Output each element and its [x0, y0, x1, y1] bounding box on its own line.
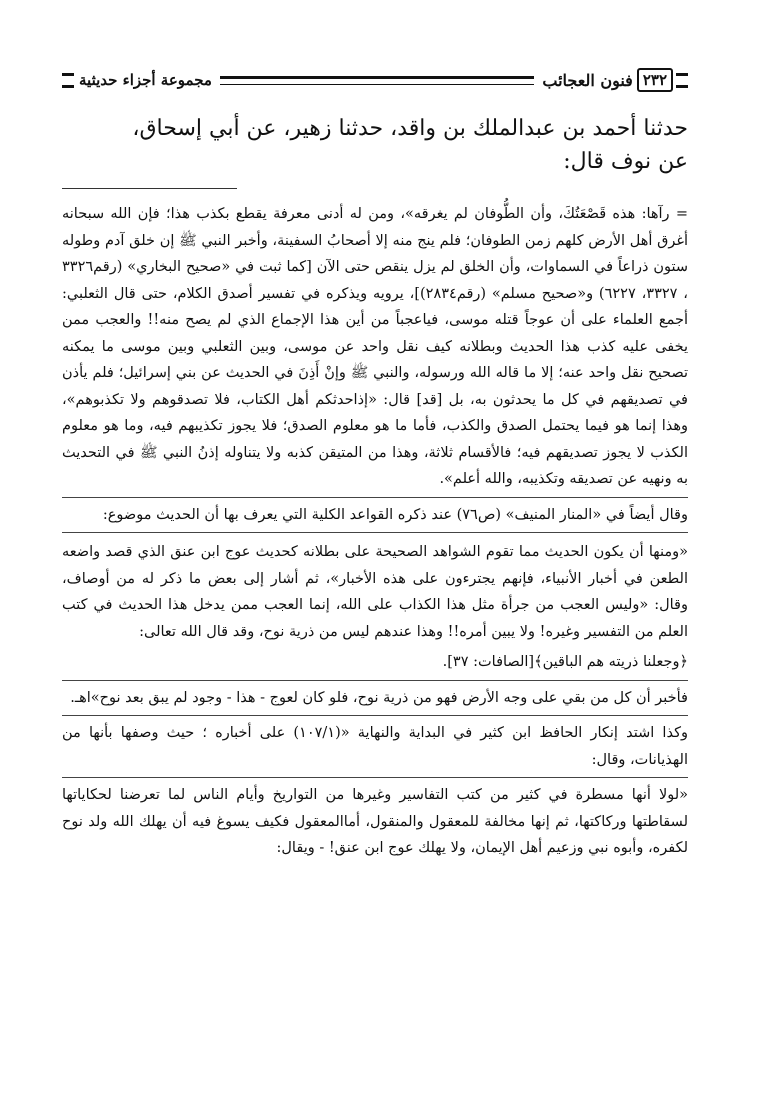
quran-verse: ﴿وجعلنا ذريته هم الباقين﴾[الصافات: ٣٧]. — [442, 654, 688, 670]
paragraph-divider — [62, 680, 688, 681]
footnote-paragraph: وكذا اشتد إنكار الحافظ ابن كثير في البداية والنهاية «(١٠٧/١) على أخباره ؛ حيث وصفها بأنها من الهذيانات، وقال: — [62, 725, 688, 768]
header-ornament-left — [62, 73, 74, 88]
footnote-paragraph: = رآها: هذه قَصْعَتُكَ، وأن الطُّوفان لم يغرقه»، ومن له أدنى معرفة يقطع بكذب هذا؛ فإن الله سبحانه أغرق أهل الأرض كلهم زمن الطوفان؛ فلم ينج منه إلا أصحابُ السفينة، وأخبر النبي ﷺ إن خلق آدم وطوله ستون ذراعاً في السماوات، وأن الخلق لم يزل ينقص حتى الآن [كما ثبت في «صحيح البخاري» (رقم٣٣٢٦ ، ٣٣٢٧، ٦٢٢٧) و«صحيح مسلم» (رقم٢٨٣٤)]، يرويه ويذكره في تفسير أصدق الكلام، حتى قال الثعلبي: أجمع العلماء على أن عوجاً قتله موسى، فياعجباً من أين هذا الإجماع الذي لم يصح منه!! والعجب ممن يخفى عليه كذب هذا الحديث وبطلانه كيف نقل واحد عن موسى، وبين الثعلبي وبين موسى ما يمكنه تصحيح نقل واحد عنه؛ إلا ما قاله الله ورسوله، والنبي ﷺ وإنْ أَذِنَ في الحديث عن بني إسرائيل؛ فلم يأذن في تصديقهم في كل ما يحدثون به، بل [قد] قال: «إذاحدثكم أهل الكتاب، فلا تصدقوهم ولا تكذبوهم»، وهذا إنما هو فيما يحتمل الصدق والكذب، فأما ما هو معلوم الصدق؛ فلا يجوز تكذيبهم فيه، وما هو معلوم الكذب لا يجوز تصديقهم فيه؛ فالأقسام ثلاثة، وهذا من المتيقن كذبه ولا يتناوله إذنُ النبي ﷺ في التحديث به ونهيه عن تصديقه وتكذيبه، والله أعلم». — [62, 206, 688, 487]
footnote-separator — [62, 188, 237, 189]
page-number: ٢٣٢ — [637, 68, 673, 92]
footnote-paragraph: فأخبر أن كل من بقي على وجه الأرض فهو من ذرية نوح، فلو كان لعوج - هذا - وجود لم يبق بعد نوح»اهـ. — [70, 689, 688, 706]
series-title: مجموعة أجزاء حديثية — [79, 71, 212, 89]
isnad-line: حدثنا أحمد بن عبدالملك بن واقد، حدثنا زهير، عن أبي إسحاق، — [132, 116, 688, 141]
chapter-title: فنون العجائب — [542, 70, 633, 90]
isnad-text — [62, 112, 688, 178]
header-ornament-right — [676, 73, 688, 88]
paragraph-divider — [62, 532, 688, 533]
paragraph-divider — [62, 497, 688, 498]
footnote-quote: «لولا أنها مسطرة في كثير من كتب التفاسير وغيرها من التواريخ وأيام الناس لما تعرضنا لحكاياتها لسقاطتها وركاكتها، ثم إنها مخالفة للمعقول والمنقول، أماالمعقول فكيف يسوغ فيه أن يهلك الله ولد نوح لكفره، وأبوه نبي وزعيم أهل الإيمان، ولا يهلك عوج ابن عنق! - ويقال: — [62, 787, 688, 856]
footnote-paragraph: وقال أيضاً في «المنار المنيف» (ص٧٦) عند ذكره القواعد الكلية التي يعرف بها أن الحديث موضوع: — [102, 506, 688, 523]
footnote-quote: «ومنها أن يكون الحديث مما تقوم الشواهد الصحيحة على بطلانه كحديث عوج ابن عنق الذي قصد واضعه الطعن في أخبار الأنبياء، فإنهم يجترءون على هذه الأخبار»، ثم أشار إلى بعض ما ذكر له من أوصاف، وقال: «وليس العجب من جرأة مثل هذا الكذاب على الله، إنما العجب ممن يدخل هذا الحديث في كتب العلم من التفسير وغيره! ولا يبين أمره!! وهذا عندهم ليس من ذرية نوح، وقد قال الله تعالى: — [62, 544, 688, 640]
paragraph-divider — [62, 715, 688, 716]
page-content — [62, 112, 688, 862]
isnad-line: عن نوف قال: — [563, 149, 688, 174]
running-header — [62, 66, 688, 94]
header-rule — [220, 76, 534, 85]
paragraph-divider — [62, 777, 688, 778]
